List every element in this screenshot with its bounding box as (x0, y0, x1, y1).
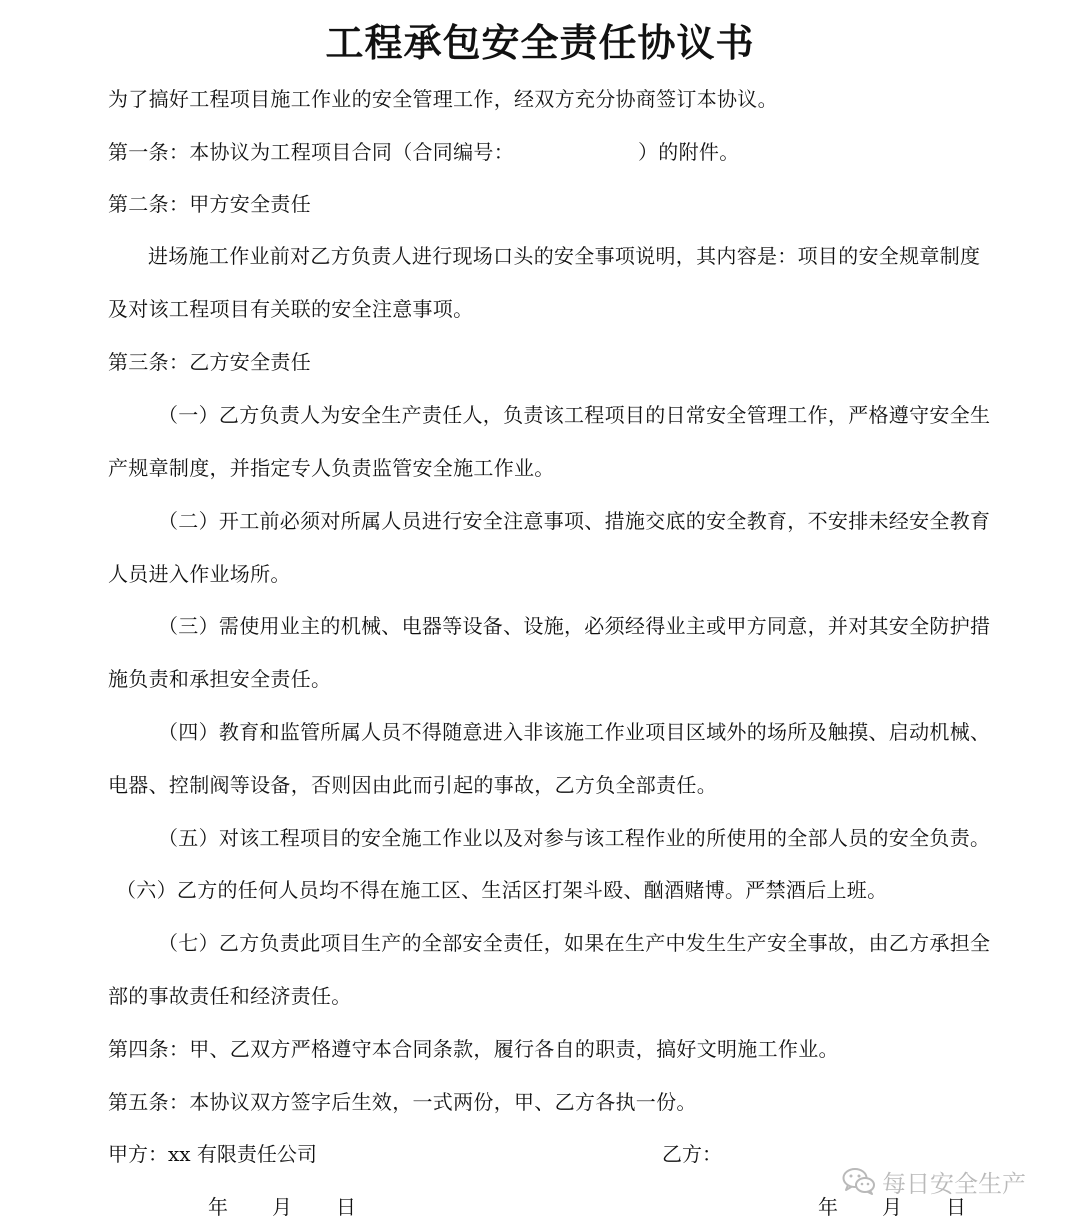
clause-1-line-1: （一）乙方负责人为安全生产责任人，负责该工程项目的日常安全管理工作，严格遵守安全生 (158, 403, 991, 427)
article-4: 第四条：甲、乙双方严格遵守本合同条款，履行各自的职责，搞好文明施工作业。 (108, 1037, 839, 1061)
article-2-heading: 第二条：甲方安全责任 (108, 192, 311, 216)
date-day: 日 (946, 1195, 966, 1219)
watermark (842, 1163, 1026, 1199)
clause-2-line-1: （二）开工前必须对所属人员进行安全注意事项、措施交底的安全教育，不安排未经安全教育 (158, 509, 991, 533)
date-month: 月 (272, 1195, 292, 1219)
date-year: 年 (818, 1195, 838, 1219)
clause-2-line-2: 人员进入作业场所。 (108, 562, 291, 586)
clause-3-line-2: 施负责和承担安全责任。 (108, 667, 332, 691)
clause-6-line-1: （六）乙方的任何人员均不得在施工区、生活区打架斗殴、酗酒赌博。严禁酒后上班。 (116, 878, 888, 902)
intro-paragraph: 为了搞好工程项目施工作业的安全管理工作，经双方充分协商签订本协议。 (108, 87, 778, 111)
watermark-text: 每日安全生产 (882, 1169, 1026, 1198)
clause-1-line-2: 产规章制度，并指定专人负责监管安全施工作业。 (108, 456, 555, 480)
article-1-suffix: ）的附件。 (638, 140, 740, 164)
clause-3-line-1: （三）需使用业主的机械、电器等设备、设施，必须经得业主或甲方同意，并对其安全防护措 (158, 614, 991, 638)
article-5: 第五条：本协议双方签字后生效，一式两份，甲、乙方各执一份。 (108, 1090, 697, 1114)
article-3-heading: 第三条：乙方安全责任 (108, 350, 311, 374)
clause-4-line-1: （四）教育和监管所属人员不得随意进入非该施工作业项目区域外的场所及触摸、启动机械、 (158, 720, 991, 744)
clause-4-line-2: 电器、控制阀等设备，否则因由此而引起的事故，乙方负全部责任。 (108, 773, 717, 797)
clause-7-line-2: 部的事故责任和经济责任。 (108, 984, 352, 1008)
article-2-line-1: 进场施工作业前对乙方负责人进行现场口头的安全事项说明，其内容是：项目的安全规章制度 (148, 244, 981, 268)
party-b-signature: 乙方： (662, 1142, 722, 1166)
wechat-icon (842, 1167, 876, 1195)
clause-5-line-1: （五）对该工程项目的安全施工作业以及对参与该工程作业的所使用的全部人员的安全负责。 (158, 826, 991, 850)
article-2-line-2: 及对该工程项目有关联的安全注意事项。 (108, 297, 474, 321)
party-a-signature: 甲方：xx 有限责任公司 (108, 1142, 317, 1166)
date-day: 日 (336, 1195, 356, 1219)
party-a-date (208, 1193, 356, 1221)
date-year: 年 (208, 1195, 228, 1219)
clause-7-line-1: （七）乙方负责此项目生产的全部安全责任，如果在生产中发生生产安全事故，由乙方承担全 (158, 931, 991, 955)
date-month: 月 (882, 1195, 902, 1219)
article-1 (108, 138, 740, 166)
article-1-text: 第一条：本协议为工程项目合同（合同编号： (108, 140, 514, 164)
document-title: 工程承包安全责任协议书 (325, 21, 755, 65)
